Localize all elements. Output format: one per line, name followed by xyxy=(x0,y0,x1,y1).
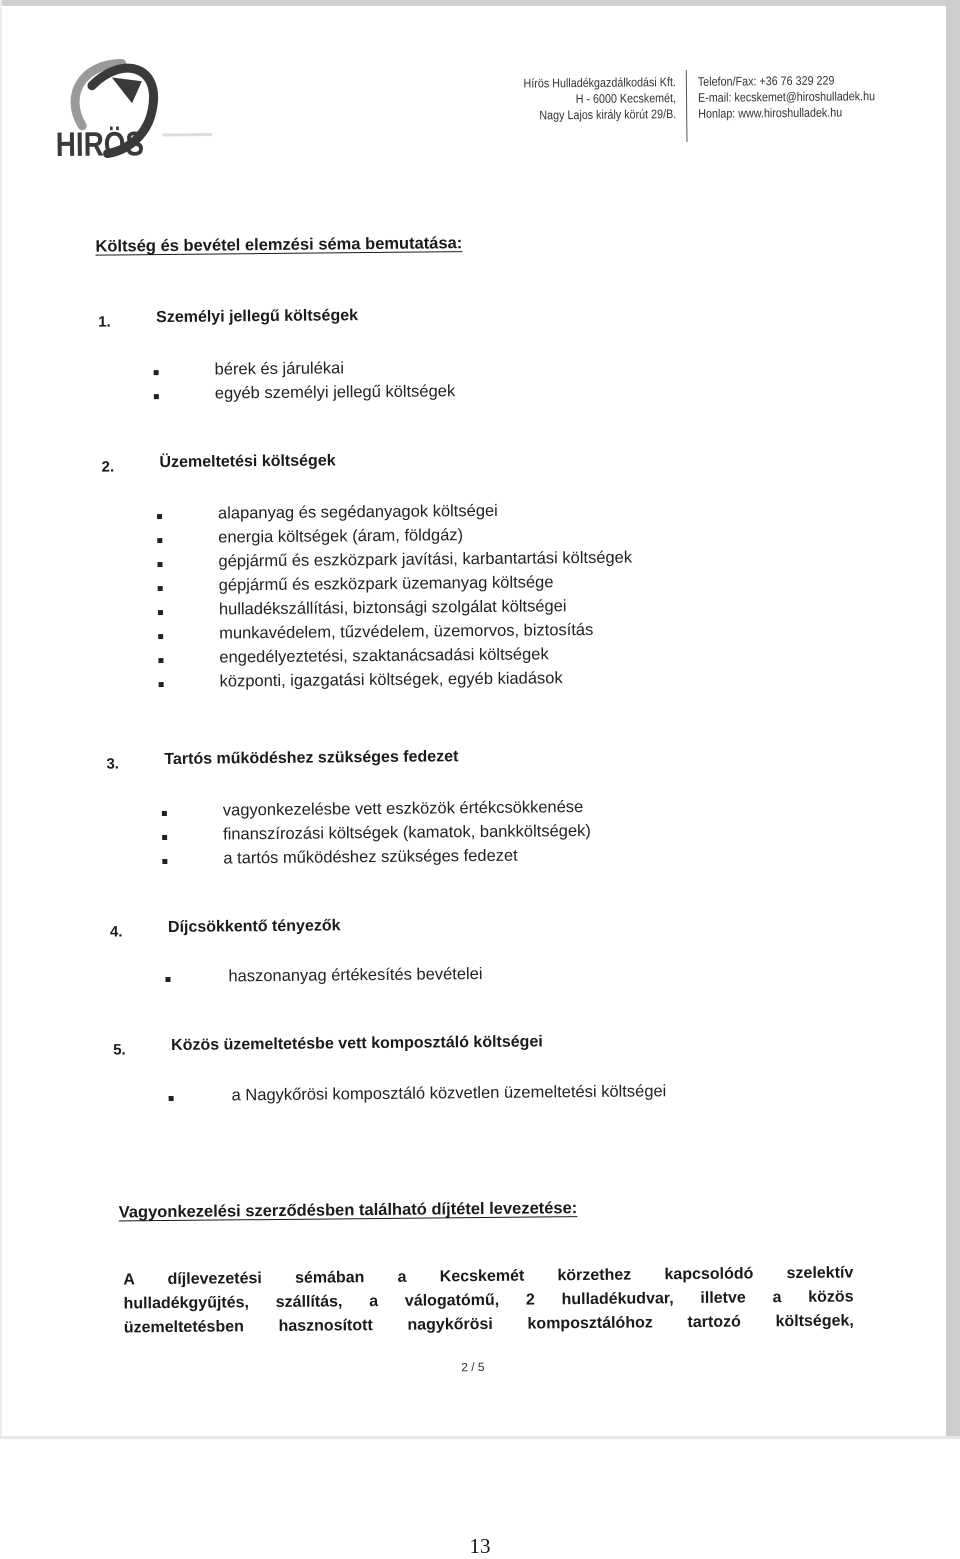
section-2-item: engedélyeztetési, szaktanácsadási költségek xyxy=(219,645,549,667)
section-1-number: 1. xyxy=(98,313,111,331)
section-2-item: munkavédelem, tűzvédelem, üzemorvos, biztosítás xyxy=(219,620,594,643)
contact-email: E-mail: kecskemet@hiroshulladek.hu xyxy=(697,89,876,105)
bullet xyxy=(162,859,167,864)
logo-text: HIRÖS xyxy=(55,124,145,164)
bullet xyxy=(154,394,159,399)
cost-analysis-heading: Költség és bevétel elemzési séma bemutatása: xyxy=(95,234,463,256)
section-2-item: központi, igazgatási költségek, egyéb kiadások xyxy=(219,669,563,691)
section-2-number: 2. xyxy=(101,458,115,476)
section-2-item: gépjármű és eszközpark üzemanyag költsége xyxy=(218,573,554,595)
bullet xyxy=(169,1096,174,1101)
bullet xyxy=(165,977,170,982)
hiros-logo xyxy=(52,55,213,167)
section-2-title: Üzemeltetési költségek xyxy=(159,452,336,472)
bullet xyxy=(157,514,162,519)
paragraph-line: hulladékgyűjtés, szállítás, a válogatómű, 2 hulladékudvar, illetve a közös xyxy=(123,1288,854,1313)
section-1-item: bérek és járulékai xyxy=(214,359,345,379)
page-number: 13 xyxy=(469,1534,491,1558)
section-3-item: finanszírozási költségek (kamatok, bankköltségek) xyxy=(223,821,591,844)
section-2-item: hulladékszállítási, biztonsági szolgálat költségei xyxy=(218,597,567,619)
bullet xyxy=(162,811,167,816)
section-2-item: alapanyag és segédanyagok költségei xyxy=(217,501,498,523)
bullet xyxy=(159,682,164,687)
bullet xyxy=(154,370,159,375)
bullet xyxy=(157,538,162,543)
fee-derivation-paragraph xyxy=(123,1261,854,1340)
bullet xyxy=(158,610,163,615)
fee-derivation-heading: Vagyonkezelési szerződésben található díjtétel levezetése: xyxy=(118,1199,578,1222)
company-city: H - 6000 Kecskemét, xyxy=(575,91,677,107)
bullet xyxy=(158,586,163,591)
section-5-title: Közös üzemeltetésbe vett komposztáló költségei xyxy=(171,1033,543,1054)
company-address xyxy=(519,74,676,124)
contact-phone: Telefon/Fax: +36 76 329 229 xyxy=(697,73,835,89)
header-divider xyxy=(686,70,688,142)
section-1-title: Személyi jellegű költségek xyxy=(156,307,359,327)
section-3-number: 3. xyxy=(106,755,120,773)
section-2-item: energia költségek (áram, földgáz) xyxy=(218,526,464,547)
contact-website: Honlap: www.hiroshulladek.hu xyxy=(698,105,843,121)
section-4-number: 4. xyxy=(109,923,123,941)
paragraph-line: üzemeltetésben hasznosított nagykőrösi komposztálóhoz tartozó költségek, xyxy=(123,1312,854,1337)
bullet xyxy=(158,658,163,663)
section-2-item: gépjármű és eszközpark javítási, karbantartási költségek xyxy=(218,548,633,571)
bullet xyxy=(158,634,163,639)
section-3-item: vagyonkezelésbe vett eszközök értékcsökkenése xyxy=(222,798,584,820)
section-4-item: haszonanyag értékesítés bevételei xyxy=(228,964,483,986)
document-pager: 2 / 5 xyxy=(461,1359,485,1375)
section-5-number: 5. xyxy=(113,1041,126,1059)
bullet xyxy=(157,562,162,567)
company-contact xyxy=(698,72,905,122)
section-3-item: a tartós működéshez szükséges fedezet xyxy=(223,846,518,868)
section-3-title: Tartós működéshez szükséges fedezet xyxy=(164,748,459,769)
company-street: Nagy Lajos király körút 29/B. xyxy=(539,107,677,123)
paragraph-line: A díjlevezetési sémában a Kecskemét körzethez kapcsolódó szelektív xyxy=(123,1264,854,1289)
section-4-title: Díjcsökkentő tényezők xyxy=(167,917,341,937)
section-5-item: a Nagykőrösi komposztáló közvetlen üzemeltetési költségei xyxy=(231,1082,667,1105)
bullet xyxy=(162,835,167,840)
section-1-item: egyéb személyi jellegű költségek xyxy=(214,382,456,403)
company-name: Hírös Hulladékgazdálkodási Kft. xyxy=(523,75,676,91)
